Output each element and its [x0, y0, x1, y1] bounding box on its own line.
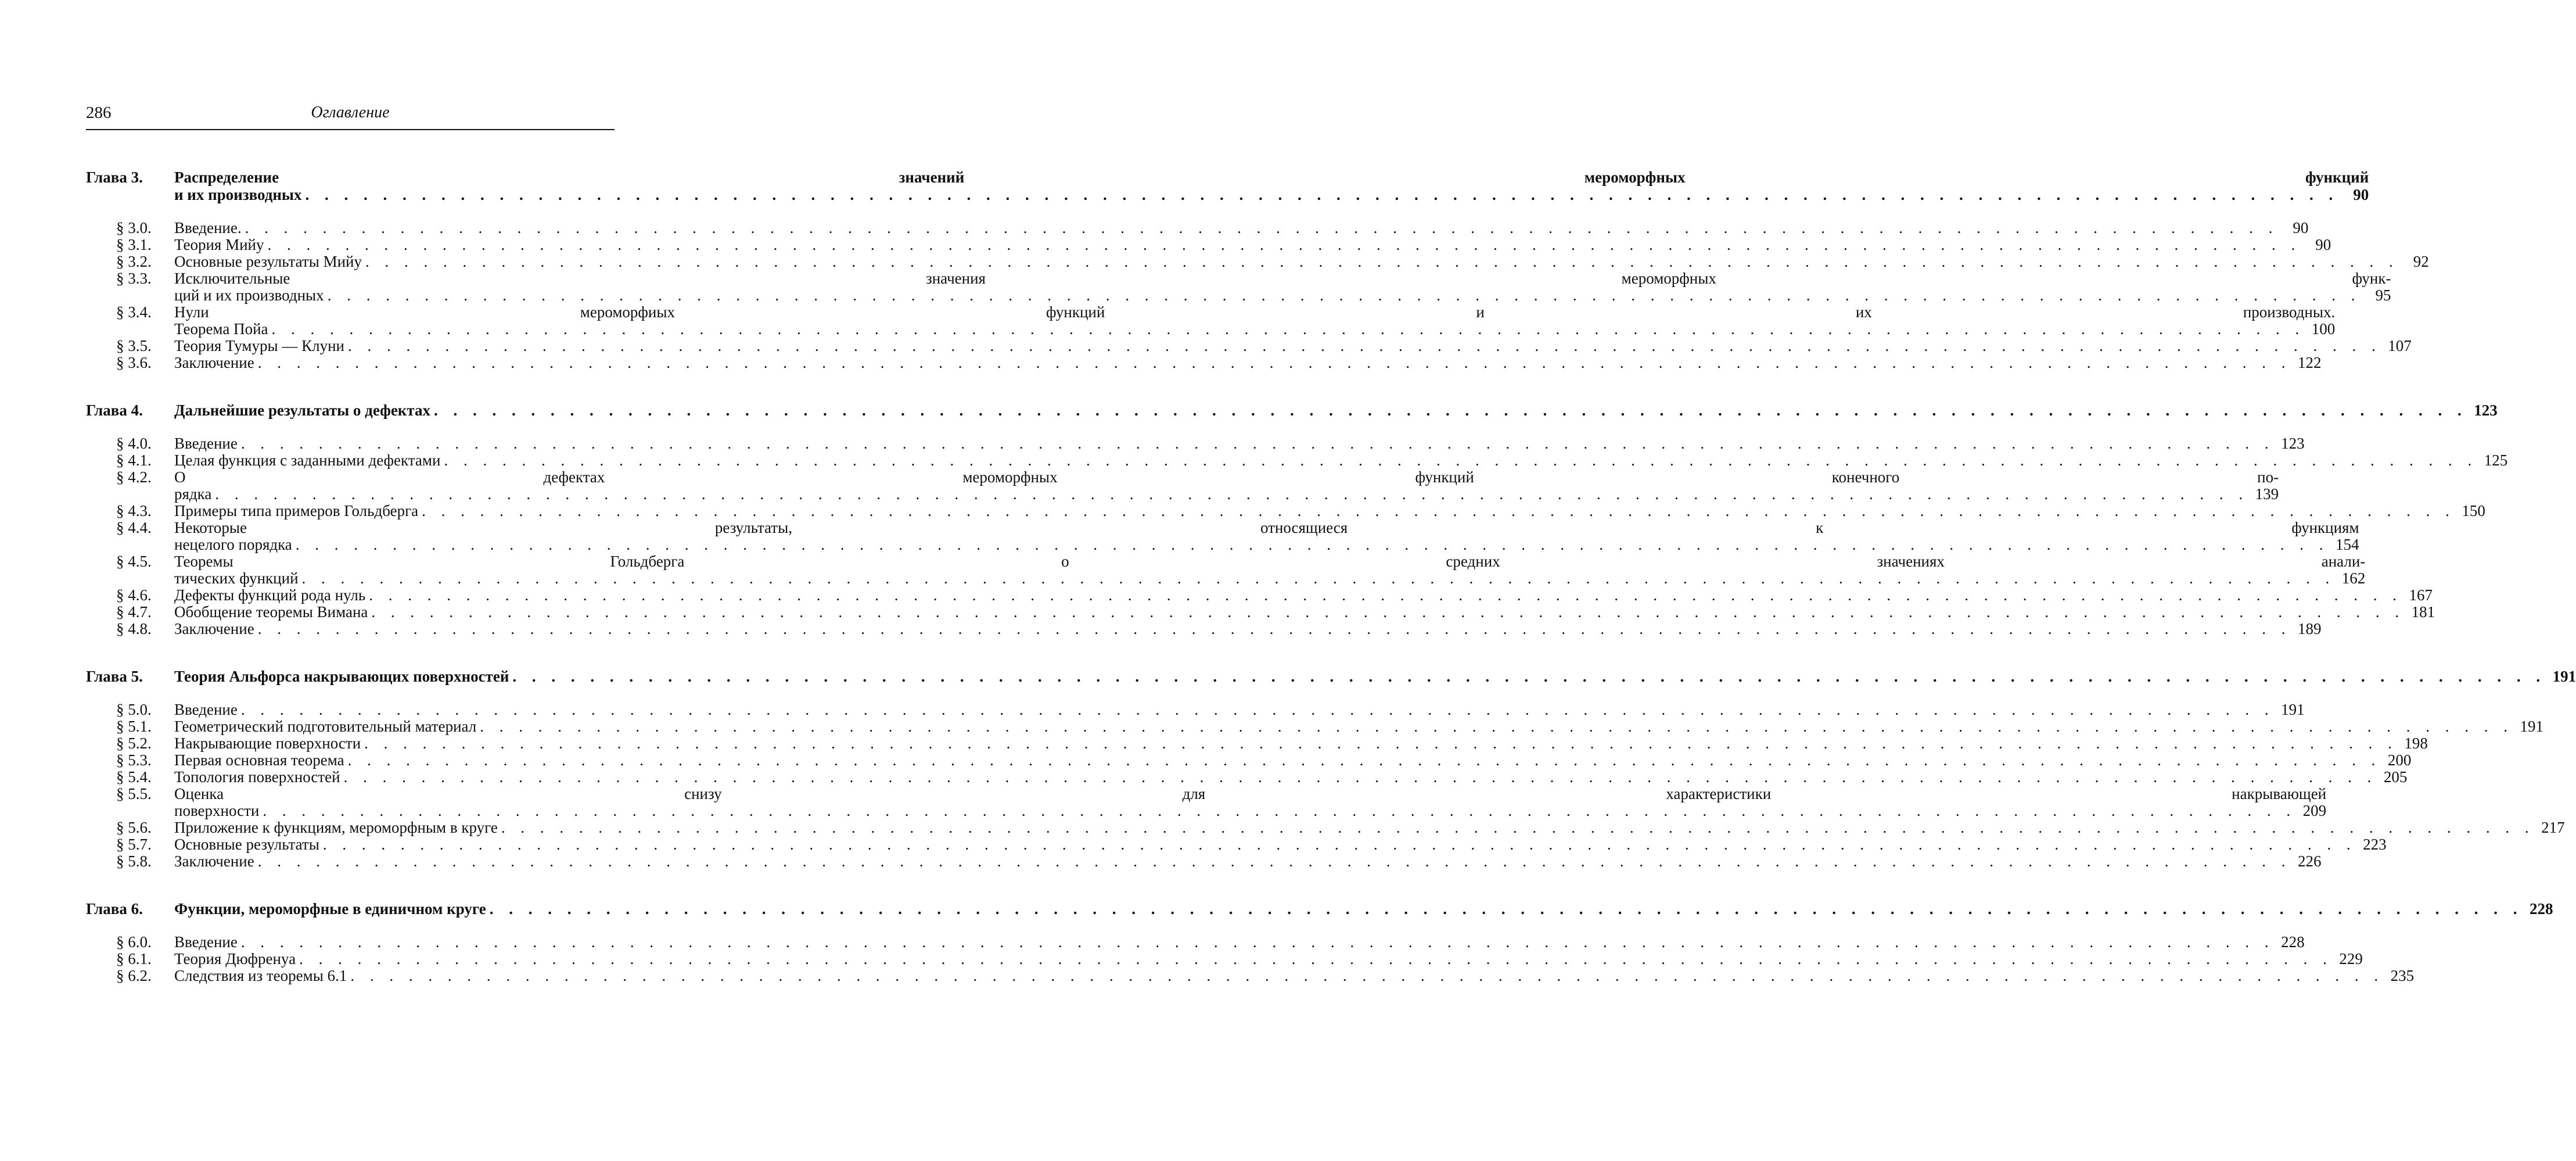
- header-rule: [86, 129, 615, 130]
- chapter-entry: [86, 668, 2576, 685]
- page-ref: 139: [2255, 485, 2279, 503]
- section-title-text: Первая основная теорема: [174, 751, 344, 769]
- section-title-line2-row: [174, 536, 2359, 553]
- section-title: [174, 819, 2565, 836]
- chapter-title-line2: и их производных: [174, 186, 302, 203]
- chapter-title: [174, 402, 2498, 419]
- section-title-text: Следствия из теоремы 6.1: [174, 967, 347, 984]
- section-entry: [116, 620, 2322, 637]
- section-entry: [116, 734, 2428, 752]
- page-ref: 123: [2474, 402, 2498, 419]
- dot-leader: [299, 951, 2333, 967]
- section-title-text: Примеры типа примеров Гольдберга: [174, 502, 419, 519]
- page-ref: 209: [2302, 802, 2327, 819]
- section-number: § 4.0.: [116, 435, 152, 452]
- section-title: [174, 621, 2321, 637]
- section-title-line2-row: [174, 802, 2326, 819]
- dot-leader: [344, 769, 2377, 786]
- dot-leader: [306, 186, 2339, 203]
- section-entry: [116, 603, 2435, 621]
- section-title: [174, 452, 2507, 469]
- running-title: Оглавление: [311, 103, 390, 121]
- section-number: § 3.3.: [116, 270, 152, 287]
- section-title-line2: поверхности: [174, 802, 260, 819]
- section-entry: [116, 270, 2391, 304]
- section-title-text: Введение: [174, 435, 238, 452]
- section-title-text: Введение: [174, 701, 238, 718]
- page-ref: 167: [2409, 586, 2433, 604]
- section-title: [174, 519, 2359, 553]
- section-title-line1: О дефектах мероморфных функций конечного по-: [174, 468, 2279, 486]
- section-title: [174, 786, 2326, 819]
- page-ref: 107: [2388, 337, 2412, 354]
- page-ref: 191: [2281, 701, 2305, 718]
- chapter-label: Глава 4.: [86, 402, 143, 419]
- page-ref: 191: [2552, 668, 2576, 685]
- page-ref: 154: [2336, 536, 2359, 553]
- section-title-text: Заключение: [174, 354, 254, 371]
- section-title: [174, 587, 2433, 604]
- chapter-spacer: [86, 870, 615, 900]
- section-entry: [116, 701, 2305, 718]
- section-number: § 5.5.: [116, 785, 152, 802]
- section-title: [174, 752, 2411, 769]
- page-ref: 198: [2404, 734, 2428, 752]
- section-title-text: Теория Мийу: [174, 236, 264, 253]
- section-number: § 4.1.: [116, 451, 152, 469]
- section-title: [174, 604, 2435, 621]
- dot-leader: [434, 402, 2467, 419]
- page-ref: 125: [2484, 451, 2508, 469]
- section-entry: [116, 819, 2565, 836]
- section-title-text: Приложение к функциям, мероморфным в круге: [174, 819, 498, 836]
- section-title-line1: Оценка снизу для характеристики накрывающей: [174, 785, 2327, 802]
- section-entry: [116, 253, 2429, 270]
- dot-leader: [480, 718, 2513, 735]
- section-title: [174, 836, 2387, 853]
- dot-leader: [371, 604, 2405, 621]
- section-title-line2-row: [174, 287, 2391, 304]
- section-title-line2: нецелого порядка: [174, 536, 292, 553]
- section-title-text: Теория Дюфренуа: [174, 950, 296, 967]
- chapter-entry: [86, 402, 2498, 419]
- section-number: § 4.6.: [116, 586, 152, 604]
- section-entry: [116, 451, 2508, 469]
- dot-leader: [296, 536, 2329, 553]
- section-title-text: Дефекты функций рода нуль: [174, 586, 366, 604]
- section-title-text: Геометрический подготовительный материал: [174, 718, 477, 735]
- section-entry: [116, 553, 2366, 587]
- section-number: § 4.2.: [116, 468, 152, 486]
- section-number: § 5.6.: [116, 819, 152, 836]
- section-number: § 3.6.: [116, 354, 152, 371]
- section-number: § 3.5.: [116, 337, 152, 354]
- section-number: § 5.1.: [116, 718, 152, 735]
- dot-leader: [365, 253, 2399, 270]
- section-title: [174, 220, 2308, 236]
- section-number: § 3.4.: [116, 303, 152, 321]
- section-entry: [116, 950, 2363, 967]
- page-ref: 223: [2363, 836, 2387, 853]
- dot-leader: [241, 934, 2275, 951]
- page-ref: 191: [2520, 718, 2543, 735]
- chapter-entry: [86, 900, 2553, 918]
- section-title-text: Основные результаты Мийу: [174, 253, 362, 270]
- section-number: § 4.3.: [116, 502, 152, 519]
- section-entry: [116, 219, 2309, 236]
- section-number: § 4.8.: [116, 620, 152, 637]
- section-title-line1: Теоремы Гольдберга о средних значениях анали-: [174, 553, 2366, 570]
- chapter-spacer: [86, 637, 615, 668]
- section-title: [174, 354, 2321, 371]
- dot-leader: [501, 819, 2535, 836]
- section-entry: [116, 354, 2322, 371]
- section-title-text: Введение: [174, 933, 238, 951]
- chapter-label: Глава 3.: [86, 169, 143, 186]
- section-number: § 3.0.: [116, 219, 152, 236]
- section-number: § 4.7.: [116, 603, 152, 621]
- section-number: § 3.1.: [116, 236, 152, 253]
- section-entry: [116, 435, 2305, 452]
- section-title-line2: ций и их производных: [174, 286, 324, 304]
- section-entry: [116, 236, 2331, 253]
- page-ref: 90: [2353, 186, 2369, 203]
- section-number: § 5.7.: [116, 836, 152, 853]
- dot-leader: [422, 503, 2455, 519]
- section-title-text: Основные результаты: [174, 836, 319, 853]
- page-ref: 92: [2413, 253, 2429, 270]
- page-ref: 229: [2339, 950, 2363, 967]
- section-title-line2: рядка: [174, 485, 212, 503]
- page-ref: 217: [2541, 819, 2565, 836]
- section-title: [174, 735, 2428, 752]
- section-title: [174, 769, 2407, 786]
- dot-leader: [348, 338, 2381, 354]
- page-ref: 181: [2411, 603, 2435, 621]
- section-title-text: Введение.: [174, 219, 242, 236]
- chapter-label: Глава 5.: [86, 668, 143, 685]
- section-number: § 4.5.: [116, 553, 152, 570]
- dot-leader: [272, 321, 2305, 338]
- section-title-line2: Теорема Пойа: [174, 320, 268, 338]
- dot-leader: [490, 900, 2523, 918]
- page-ref: 150: [2462, 502, 2485, 519]
- dot-leader: [369, 587, 2402, 604]
- dot-leader: [323, 836, 2356, 853]
- page-ref: 123: [2281, 435, 2305, 452]
- section-entry: [116, 502, 2485, 519]
- page-ref: 90: [2293, 219, 2309, 236]
- dot-leader: [328, 287, 2361, 304]
- section-title-text: Топология поверхностей: [174, 768, 340, 786]
- section-title: [174, 435, 2305, 452]
- section-title-text: Теория Тумуры — Клуни: [174, 337, 344, 354]
- dot-leader: [241, 701, 2275, 718]
- page-ref: 228: [2530, 900, 2553, 918]
- section-title-text: Заключение: [174, 620, 254, 637]
- section-title: [174, 270, 2391, 304]
- section-entry: [116, 751, 2412, 769]
- section-number: § 6.0.: [116, 933, 152, 951]
- section-entry: [116, 586, 2433, 604]
- page-ref: 228: [2281, 933, 2305, 951]
- section-title-line2-row: [174, 570, 2365, 587]
- section-title-line2: тических функций: [174, 569, 299, 587]
- section-number: § 6.2.: [116, 967, 152, 984]
- page-ref: 162: [2341, 569, 2366, 587]
- section-entry: [116, 303, 2336, 338]
- page-ref: 235: [2390, 967, 2415, 984]
- page-ref: 226: [2297, 852, 2322, 870]
- section-title: [174, 469, 2279, 503]
- section-entry: [116, 519, 2359, 553]
- section-number: § 3.2.: [116, 253, 152, 270]
- section-entry: [116, 337, 2412, 354]
- section-entry: [116, 718, 2543, 735]
- dot-leader: [512, 668, 2546, 685]
- dot-leader: [444, 452, 2477, 469]
- page-header: [86, 103, 615, 127]
- section-title-text: Накрывающие поверхности: [174, 734, 361, 752]
- chapter-spacer: [86, 371, 615, 402]
- section-title-line1: Исключительные значения мероморфных функ-: [174, 270, 2391, 287]
- page-ref: 90: [2315, 236, 2331, 253]
- section-number: § 6.1.: [116, 950, 152, 967]
- section-title-text: Заключение: [174, 852, 254, 870]
- section-title: [174, 503, 2485, 519]
- dot-leader: [364, 735, 2398, 752]
- section-title-line2-row: [174, 321, 2335, 338]
- section-number: § 5.0.: [116, 701, 152, 718]
- section-title: [174, 967, 2414, 984]
- dot-leader: [258, 621, 2291, 637]
- section-title: [174, 236, 2331, 253]
- chapter-spacer: [86, 419, 615, 435]
- section-title: [174, 304, 2335, 338]
- chapter-label: Глава 6.: [86, 900, 143, 918]
- page-ref: 200: [2387, 751, 2412, 769]
- dot-leader: [267, 236, 2301, 253]
- chapter-spacer: [86, 203, 615, 220]
- chapter-title-line2-row: [174, 186, 2369, 203]
- page-ref: 100: [2311, 320, 2336, 338]
- section-title: [174, 951, 2363, 967]
- section-entry: [116, 785, 2327, 819]
- dot-leader: [215, 486, 2248, 503]
- section-entry: [116, 768, 2408, 786]
- chapter-spacer: [86, 685, 615, 701]
- section-title-line2-row: [174, 486, 2279, 503]
- section-entry: [116, 933, 2305, 951]
- chapter-title: [174, 668, 2576, 685]
- table-of-contents: [86, 169, 2576, 984]
- section-number: § 5.2.: [116, 734, 152, 752]
- chapter-title-text: Теория Альфорса накрывающих поверхностей: [174, 668, 509, 685]
- dot-leader: [263, 802, 2296, 819]
- section-title: [174, 701, 2305, 718]
- section-title: [174, 853, 2321, 870]
- section-title-line1: Некоторые результаты, относящиеся к функциям: [174, 519, 2359, 536]
- chapter-title-text: Дальнейшие результаты о дефектах: [174, 402, 430, 419]
- section-title: [174, 253, 2429, 270]
- section-title: [174, 718, 2543, 735]
- page-ref: 95: [2375, 286, 2391, 304]
- page-ref: 189: [2297, 620, 2322, 637]
- section-title-line1: Нули мероморфиых функций и их производных.: [174, 303, 2336, 321]
- dot-leader: [348, 752, 2381, 769]
- section-entry: [116, 836, 2387, 853]
- section-entry: [116, 852, 2322, 870]
- section-number: § 5.8.: [116, 852, 152, 870]
- dot-leader: [302, 570, 2336, 587]
- section-number: § 5.3.: [116, 751, 152, 769]
- chapter-spacer: [86, 918, 615, 934]
- section-number: § 4.4.: [116, 519, 152, 536]
- chapter-entry: [86, 169, 2369, 203]
- dot-leader: [350, 967, 2384, 984]
- page-number: 286: [86, 103, 112, 122]
- section-entry: [116, 468, 2279, 503]
- section-entry: [116, 967, 2415, 984]
- chapter-title-line1: Распределение значений мероморфных функций: [174, 169, 2369, 186]
- page-ref: 122: [2297, 354, 2322, 371]
- section-title-text: Целая функция с заданными дефектами: [174, 451, 441, 469]
- dot-leader: [245, 220, 2279, 236]
- chapter-title-text: Функции, мероморфные в единичном круге: [174, 900, 486, 918]
- section-title: [174, 553, 2365, 587]
- dot-leader: [241, 435, 2275, 452]
- section-title: [174, 338, 2412, 354]
- section-title-text: Обобщение теоремы Вимана: [174, 603, 368, 621]
- page-ref: 205: [2383, 768, 2408, 786]
- dot-leader: [258, 853, 2291, 870]
- chapter-title: [174, 169, 2369, 203]
- section-title: [174, 934, 2305, 951]
- dot-leader: [258, 354, 2291, 371]
- section-number: § 5.4.: [116, 768, 152, 786]
- chapter-title: [174, 900, 2553, 918]
